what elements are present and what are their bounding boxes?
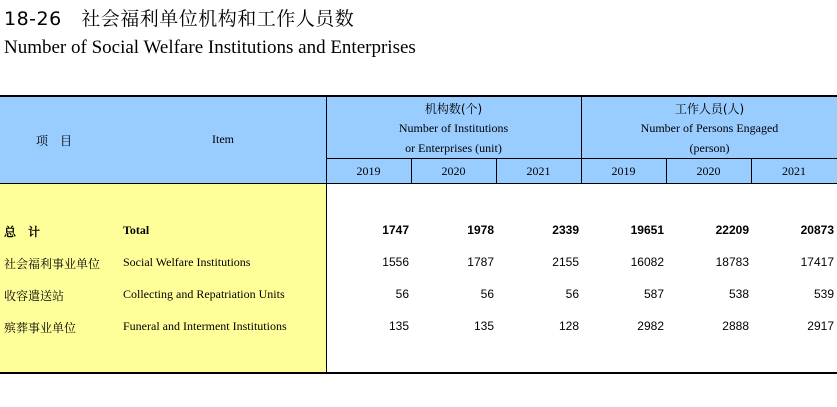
- year-header: 2021: [782, 164, 806, 178]
- year-header: 2019: [356, 164, 381, 178]
- group2-title-en-line2: (person): [689, 141, 730, 155]
- data-area-background: [326, 183, 837, 372]
- cell-value: 135: [388, 319, 409, 333]
- cell-value: 539: [813, 287, 834, 301]
- row-label-en: Total: [123, 223, 150, 237]
- cell-value: 2339: [552, 223, 579, 237]
- row-label-zh: 总 计: [4, 225, 41, 239]
- cell-value: 16082: [630, 255, 664, 269]
- year-header: 2021: [526, 164, 551, 178]
- year-header: 2020: [441, 164, 466, 178]
- cell-value: 1787: [467, 255, 494, 269]
- cell-value: 2917: [807, 319, 834, 333]
- header-item-en: Item: [212, 132, 234, 146]
- cell-value: 56: [395, 287, 409, 301]
- header-item-zh: 项 目: [36, 134, 73, 148]
- group2-title-zh: 工作人员(人): [674, 102, 745, 116]
- cell-value: 56: [565, 287, 579, 301]
- row-label-en: Funeral and Interment Institutions: [123, 319, 287, 333]
- cell-value: 17417: [800, 255, 834, 269]
- cell-value: 135: [473, 319, 494, 333]
- table-title-english: Number of Social Welfare Institutions and Enterprises: [4, 37, 416, 58]
- header-bottom-rule: [0, 183, 837, 184]
- group2-title-en-line1: Number of Persons Engaged: [640, 121, 779, 135]
- cell-value: 18783: [715, 255, 749, 269]
- cell-value: 1978: [467, 223, 494, 237]
- group1-title-zh: 机构数(个): [424, 102, 483, 116]
- row-label-zh: 殡葬事业单位: [4, 321, 77, 335]
- year-header: 2020: [696, 164, 721, 178]
- row-label-zh: 收容遣送站: [4, 289, 65, 303]
- cell-value: 1747: [382, 223, 409, 237]
- table-bottom-rule: [0, 372, 837, 374]
- year-header: 2019: [611, 164, 636, 178]
- cell-value: 2982: [637, 319, 664, 333]
- cell-value: 2155: [552, 255, 579, 269]
- stub-column-background: [0, 183, 326, 372]
- group1-title-en-line2: or Enterprises (unit): [405, 141, 502, 155]
- cell-value: 20873: [800, 223, 834, 237]
- cell-value: 2888: [722, 319, 749, 333]
- row-label-en: Social Welfare Institutions: [123, 255, 251, 269]
- cell-value: 56: [480, 287, 494, 301]
- group1-title-en-line1: Number of Institutions: [398, 121, 509, 135]
- cell-value: 587: [643, 287, 664, 301]
- cell-value: 19651: [630, 223, 664, 237]
- table-top-rule: [0, 95, 837, 97]
- row-label-en: Collecting and Repatriation Units: [123, 287, 285, 301]
- statistics-table: [0, 95, 837, 375]
- cell-value: 128: [558, 319, 579, 333]
- table-title-chinese: 18-26 社会福利单位机构和工作人员数: [4, 8, 355, 30]
- row-label-zh: 社会福利事业单位: [4, 257, 101, 271]
- cell-value: 1556: [382, 255, 409, 269]
- cell-value: 22209: [715, 223, 749, 237]
- cell-value: 538: [728, 287, 749, 301]
